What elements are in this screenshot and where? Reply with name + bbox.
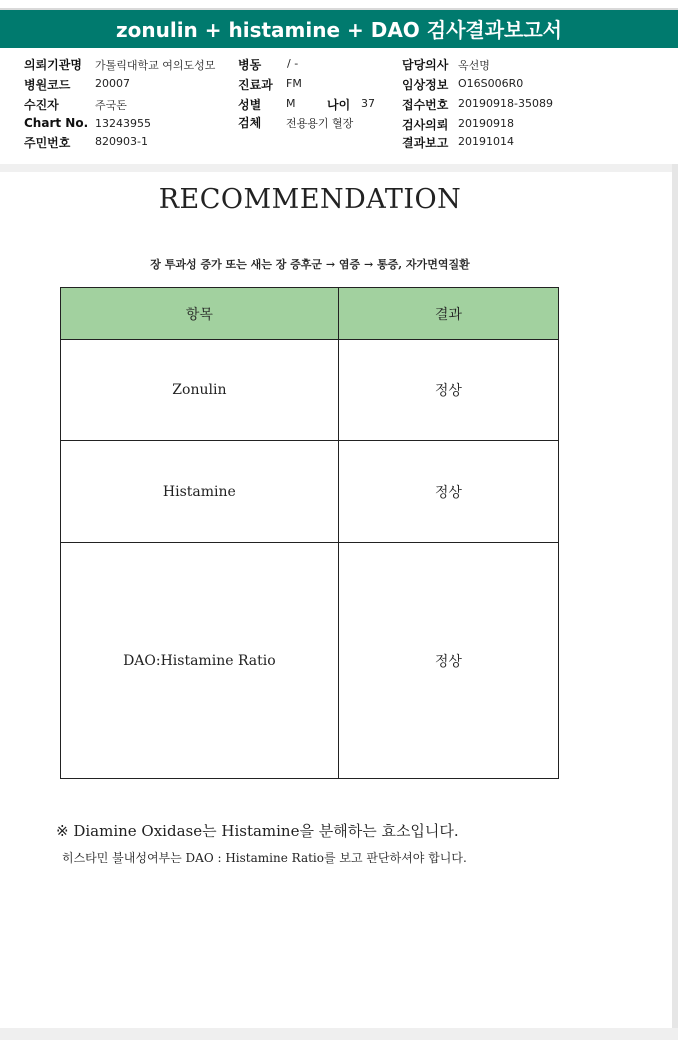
- receipt-value: 20190918-35089: [458, 97, 553, 110]
- patient-info-panel: [0, 48, 678, 165]
- doctor-label: 담당의사: [402, 58, 449, 72]
- row-result: 정상: [338, 543, 558, 779]
- doctor-value: 옥선명: [458, 59, 490, 72]
- ratio-note: 히스타민 불내성여부는 DAO : Histamine Ratio를 보고 판단하셔야 합니다.: [62, 851, 467, 865]
- table-row: [61, 441, 559, 543]
- recommendation-heading: RECOMMENDATION: [158, 184, 462, 215]
- dept-label: 진료과: [238, 78, 273, 92]
- request-label: 검사의뢰: [402, 118, 449, 132]
- separator-band: [0, 164, 678, 172]
- hospital-code-label: 병원코드: [24, 78, 71, 92]
- patient-value: 주국돈: [95, 99, 127, 112]
- specimen-label: 검체: [238, 116, 262, 130]
- specimen-value: 전용용기 혈장: [286, 117, 354, 130]
- header-item: 항목: [61, 288, 339, 340]
- report-page: [0, 172, 672, 1028]
- report-date-value: 20191014: [458, 135, 514, 148]
- resident-no-label: 주민번호: [24, 136, 71, 150]
- row-result: 정상: [338, 340, 558, 441]
- report-date-label: 결과보고: [402, 136, 449, 150]
- age-value: 37: [361, 97, 375, 110]
- dao-note: ※ Diamine Oxidase는 Histamine을 분해하는 효소입니다.: [56, 822, 459, 840]
- request-value: 20190918: [458, 117, 514, 130]
- table-row: [61, 543, 559, 779]
- recommendation-subtitle: 장 투과성 증가 또는 새는 장 증후군 → 염증 → 통증, 자가면역질환: [150, 258, 470, 271]
- bottom-band: [0, 1028, 678, 1040]
- clinical-value: O16S006R0: [458, 77, 524, 90]
- right-gutter: [672, 164, 678, 1040]
- institution-value: 가톨릭대학교 여의도성모: [95, 59, 216, 72]
- dept-value: FM: [286, 77, 302, 90]
- chart-no-label: Chart No.: [24, 116, 89, 130]
- patient-label: 수진자: [24, 98, 59, 112]
- table-header-row: [61, 288, 559, 340]
- header-result: 결과: [338, 288, 558, 340]
- resident-no-value: 820903-1: [95, 135, 148, 148]
- sex-value: M: [286, 97, 296, 110]
- ward-label: 병동: [238, 58, 262, 72]
- age-label: 나이: [327, 98, 351, 112]
- row-result: 정상: [338, 441, 558, 543]
- ward-value: / -: [287, 57, 299, 70]
- chart-no-value: 13243955: [95, 117, 151, 130]
- hospital-code-value: 20007: [95, 77, 130, 90]
- receipt-label: 접수번호: [402, 98, 449, 112]
- institution-label: 의뢰기관명: [24, 58, 82, 72]
- sex-label: 성별: [238, 98, 262, 112]
- clinical-label: 임상정보: [402, 78, 449, 92]
- row-item: DAO:Histamine Ratio: [61, 543, 339, 779]
- table-row: [61, 340, 559, 441]
- report-title: zonulin + histamine + DAO 검사결과보고서: [0, 8, 678, 50]
- row-item: Zonulin: [61, 340, 339, 441]
- top-gap: [0, 0, 678, 8]
- result-table: [60, 287, 559, 779]
- row-item: Histamine: [61, 441, 339, 543]
